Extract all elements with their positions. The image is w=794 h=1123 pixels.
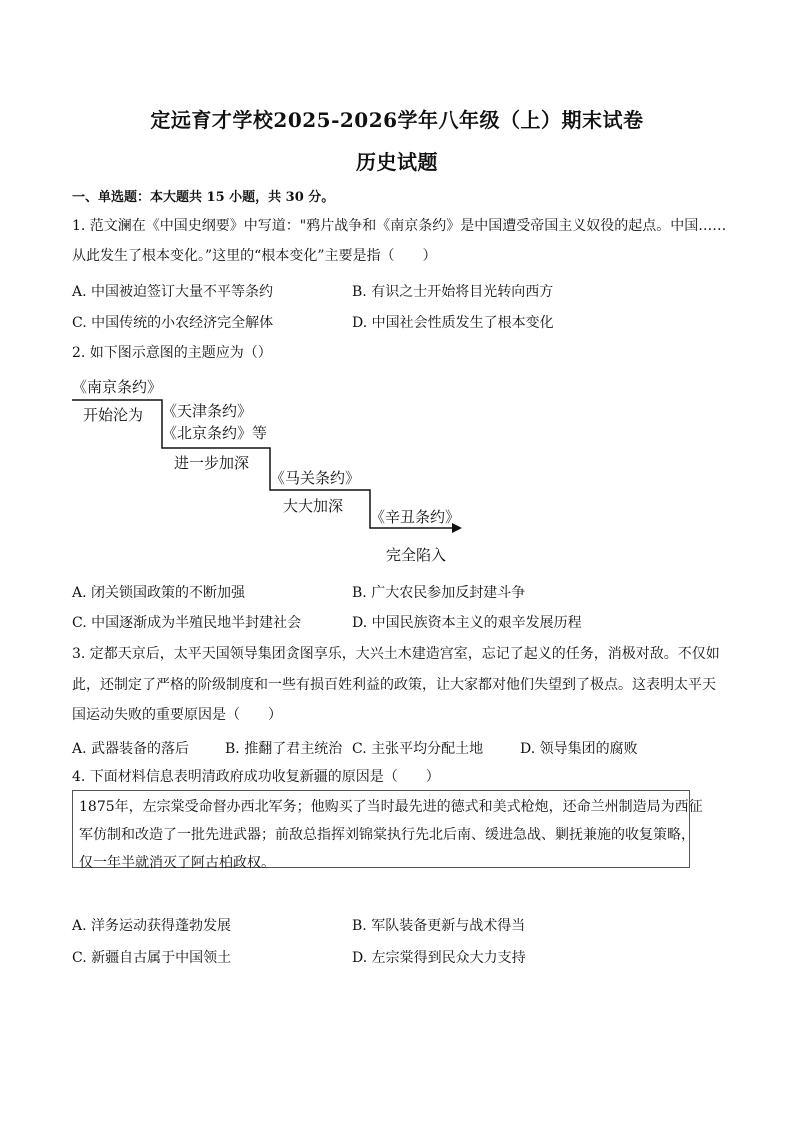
exam-title: 定远育才学校2025-2026学年八年级（上）期末试卷 <box>150 108 644 132</box>
question-3-option-b[interactable]: B. 推翻了君主统治 <box>225 741 343 757</box>
question-4-option-c[interactable]: C. 新疆自古属于中国领土 <box>72 950 232 966</box>
material-line-3: 仅一年半就消灭了阿古柏政权。 <box>79 855 275 871</box>
treaty-staircase-diagram <box>0 370 794 570</box>
question-3-line-2: 此，还制定了严格的阶级制度和一些有损百姓利益的政策，让大家都对他们失望到了极点。这表明太平天 <box>72 677 716 693</box>
question-3-line-3: 国运动失败的重要原因是（ ） <box>72 707 282 723</box>
diagram-stage-4: 完全陷入 <box>386 546 447 564</box>
question-1-option-b[interactable]: B. 有识之士开始将目光转向西方 <box>352 284 554 300</box>
question-2-option-a[interactable]: A. 闭关锁国政策的不断加强 <box>72 585 246 601</box>
question-1-line-1: 1. 范文澜在《中国史纲要》中写道："鸦片战争和《南京条约》是中国遭受帝国主义奴役的起点。中国…… <box>72 218 727 234</box>
diagram-stage-1: 开始沦为 <box>83 406 144 424</box>
diagram-treaty-xinchou: 《辛丑条约》 <box>370 508 461 526</box>
question-2-option-b[interactable]: B. 广大农民参加反封建斗争 <box>352 585 526 601</box>
section-heading: 一、单选题：本大题共 15 小题，共 30 分。 <box>72 190 335 205</box>
diagram-treaty-beijing: 《北京条约》等 <box>162 424 268 442</box>
diagram-stage-2: 进一步加深 <box>174 454 250 472</box>
question-3-option-c[interactable]: C. 主张平均分配土地 <box>352 741 484 757</box>
question-3-option-d[interactable]: D. 领导集团的腐败 <box>520 741 638 757</box>
question-3-option-a[interactable]: A. 武器装备的落后 <box>72 741 190 757</box>
diagram-stage-3: 大大加深 <box>283 497 344 515</box>
diagram-treaty-maguan: 《马关条约》 <box>270 469 361 487</box>
question-1-option-c[interactable]: C. 中国传统的小农经济完全解体 <box>72 315 274 331</box>
question-4-material-box <box>72 790 703 871</box>
diagram-treaty-nanjing: 《南京条约》 <box>72 378 163 396</box>
question-4-option-d[interactable]: D. 左宗棠得到民众大力支持 <box>352 950 526 966</box>
question-3-line-1: 3. 定都天京后，太平天国领导集团贪图享乐，大兴土木建造宫室，忘记了起义的任务，消极对敌。不仅如 <box>72 646 720 662</box>
question-1-option-a[interactable]: A. 中国被迫签订大量不平等条约 <box>72 284 274 300</box>
question-2-option-c[interactable]: C. 中国逐渐成为半殖民地半封建社会 <box>72 615 302 631</box>
diagram-treaty-tianjin: 《天津条约》 <box>162 402 253 420</box>
question-2-option-d[interactable]: D. 中国民族资本主义的艰辛发展历程 <box>352 615 582 631</box>
material-line-2: 军仿制和改造了一批先进武器；前敌总指挥刘锦棠执行先北后南、缓进急战、剿抚兼施的收复策略， <box>79 827 695 843</box>
question-4-option-b[interactable]: B. 军队装备更新与战术得当 <box>352 918 526 934</box>
question-1-line-2: 从此发生了根本变化。”这里的“根本变化”主要是指（ ） <box>72 248 437 264</box>
question-4-option-a[interactable]: A. 洋务运动获得蓬勃发展 <box>72 918 232 934</box>
question-2-line-1: 2. 如下图示意图的主题应为（） <box>72 345 272 361</box>
material-line-1: 1875年，左宗棠受命督办西北军务；他购买了当时最先进的德式和美式枪炮，还命兰州制造局为西征 <box>79 799 703 815</box>
question-4-line-1: 4. 下面材料信息表明清政府成功收复新疆的原因是（ ） <box>72 769 440 785</box>
question-1-option-d[interactable]: D. 中国社会性质发生了根本变化 <box>352 315 554 331</box>
exam-subtitle: 历史试题 <box>356 150 438 174</box>
